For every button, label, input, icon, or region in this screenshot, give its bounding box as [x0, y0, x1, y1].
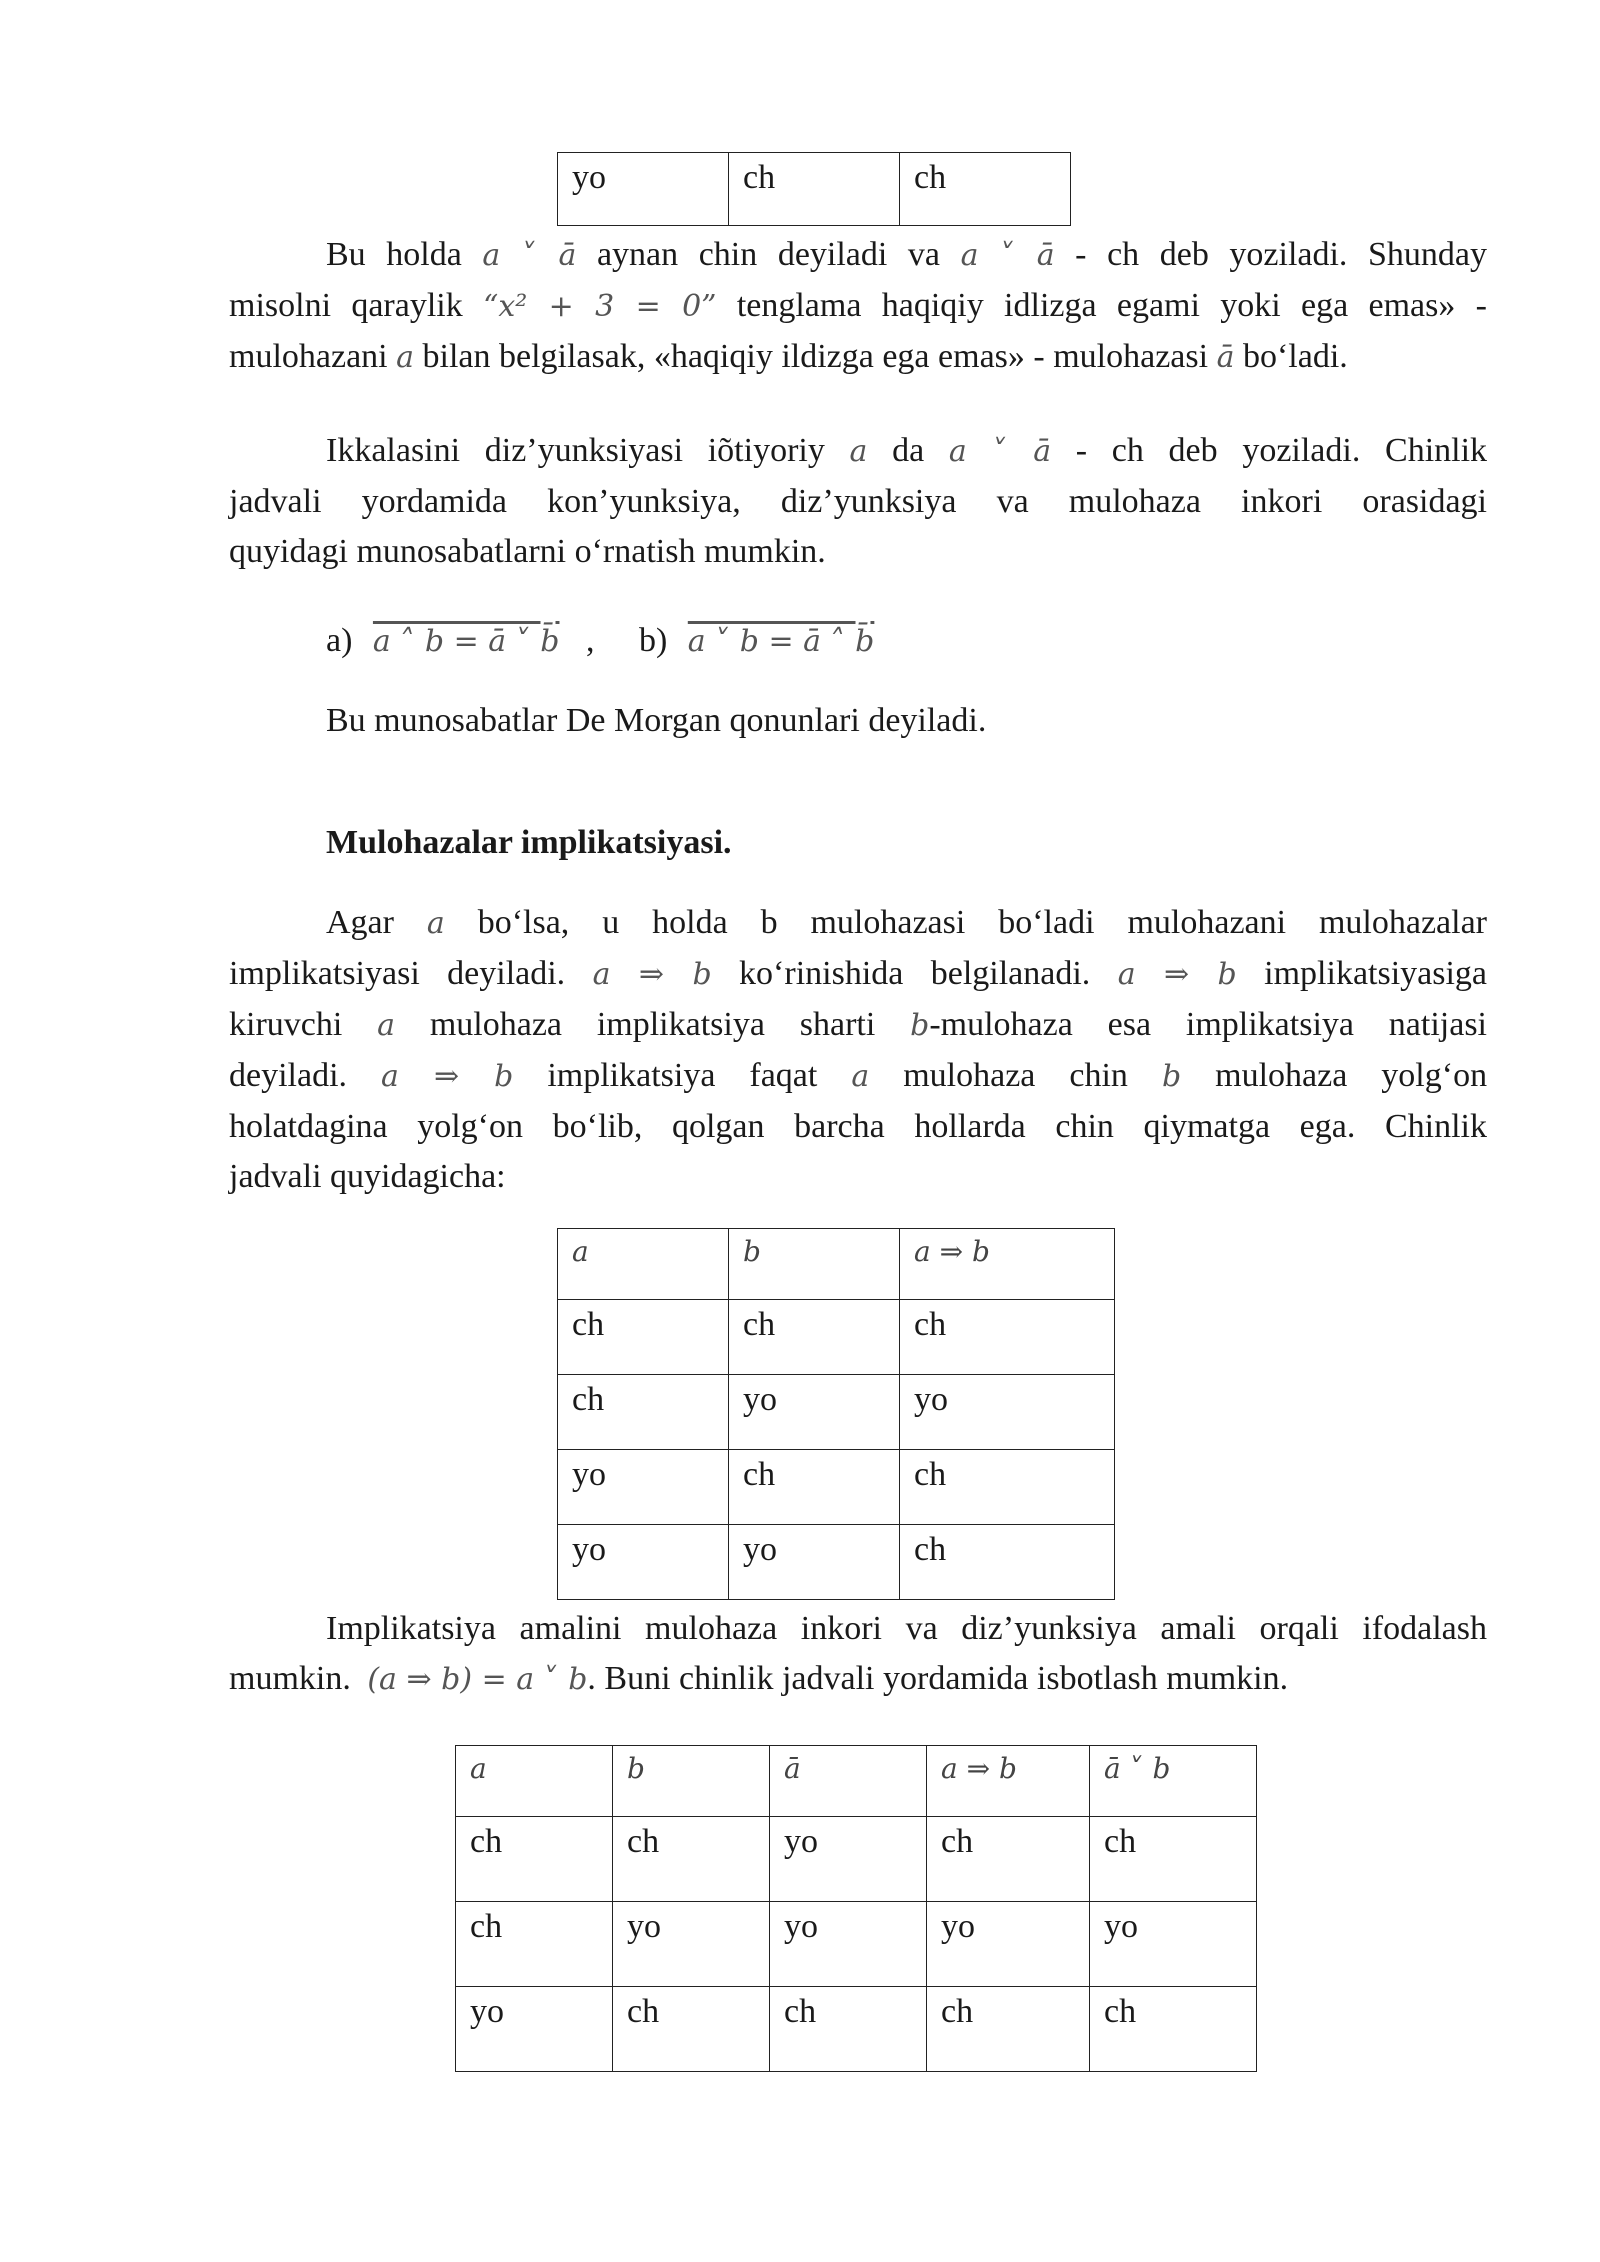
table-cell: ch [1090, 1987, 1257, 2072]
paragraph-implication: Agar a bo‘lsa, u holda b mulohazasi bo‘ladi mulohazani mulohazalar implikatsiyasi deyiladi. a ⇒ b ko‘rinishida belgilanadi. a ⇒ b implikatsiyasiga kiruvchi a mulohaza implikatsiya sharti b-mulohaza esa implikatsiya natijasi deyiladi. a ⇒ b implikatsiya faqat a mulohaza chin b mulohaza yolg‘on holatdagina yolg‘on bo‘lib, qolgan barcha hollarda chin qiymatga ega. Chinlik jadvali quyidagicha: [229, 904, 1488, 1195]
table-cell: yo [558, 153, 729, 226]
table-header-row [558, 1229, 1115, 1300]
implication-truth-table [557, 1228, 1115, 1600]
column-header: a [558, 1229, 729, 1300]
table-cell: ch [900, 1450, 1115, 1525]
formula: a ˅ ā [948, 434, 1052, 469]
proof-truth-table [455, 1745, 1257, 2072]
table-cell: yo [729, 1375, 900, 1450]
table-header-row [456, 1746, 1257, 1817]
truth-table-fragment [557, 152, 1071, 226]
table-cell: yo [900, 1375, 1115, 1450]
formula: b [910, 1008, 930, 1043]
formula: a [426, 906, 445, 941]
table-cell: ch [613, 1987, 770, 2072]
table-cell: ch [729, 153, 900, 226]
table-cell: ch [729, 1450, 900, 1525]
paragraph-expression: Implikatsiya amalini mulohaza inkori va diz’yunksiya amali orqali ifodalash mumkin. (a ⇒ b) = a ˅ b. Buni chinlik jadvali yordamida isbotlash mumkin. [229, 1610, 1487, 1697]
formula: a ˄ b = ā ˅ b̄ [372, 624, 560, 659]
formula: a ⇒ b [381, 1059, 514, 1094]
table-cell: ch [770, 1987, 927, 2072]
column-header: a [456, 1746, 613, 1817]
table-cell: yo [558, 1450, 729, 1525]
column-header: b [729, 1229, 900, 1300]
formula: a ˅ ā [960, 238, 1055, 273]
de-morgan-note: Bu munosabatlar De Morgan qonunlari deyiladi. [326, 702, 987, 739]
table-cell: ch [613, 1817, 770, 1902]
column-header: b [613, 1746, 770, 1817]
column-header: ā [770, 1746, 927, 1817]
column-header: a ⇒ b [900, 1229, 1115, 1300]
paragraph-disjunction: Bu holda a ˅ ā aynan chin deyiladi va a ˅ ā - ch deb yoziladi. Shunday misolni qaraylik “x² + 3 = 0” tenglama haqiqiy idlizga egami yoki ega emas» - mulohazani a bilan belgilasak, «haqiqiy ildizga ega emas» - mulohazasi ā bo‘ladi. [229, 236, 1488, 375]
formula: (a ⇒ b) = a ˅ b [367, 1662, 588, 1697]
table-row [456, 1987, 1257, 2072]
formula: a ˅ ā [482, 238, 577, 273]
table-cell: yo [927, 1902, 1090, 1987]
table-cell: ch [900, 1525, 1115, 1600]
table-row [558, 1300, 1115, 1375]
formula: ā [1216, 340, 1235, 375]
table-cell: ch [558, 1375, 729, 1450]
formula: a ⇒ b [592, 957, 712, 992]
table-cell: yo [558, 1525, 729, 1600]
formula: a ⇒ b [1117, 957, 1237, 992]
table-cell: yo [729, 1525, 900, 1600]
table-cell: ch [900, 153, 1071, 226]
table-row [456, 1902, 1257, 1987]
formula: a [396, 340, 415, 375]
section-heading: Mulohazalar implikatsiyasi. [326, 824, 732, 861]
formula: a [849, 434, 868, 469]
table-row [558, 153, 1071, 226]
formula: b [1161, 1059, 1182, 1094]
table-cell: ch [927, 1987, 1090, 2072]
column-header: ā ˅ b [1090, 1746, 1257, 1817]
table-cell: yo [1090, 1902, 1257, 1987]
paragraph-relations: Ikkalasini diz’yunksiyasi iõtiyoriy a da a ˅ ā - ch deb yoziladi. Chinlik jadvali yordamida kon’yunksiya, diz’yunksiya va mulohaza inkori orasidagi quyidagi munosabatlarni o‘rnatish mumkin. [229, 432, 1488, 570]
table-cell: yo [770, 1902, 927, 1987]
table-row [558, 1450, 1115, 1525]
formula: “x² + 3 = 0” [483, 289, 717, 324]
table-cell: ch [456, 1817, 613, 1902]
de-morgan-formulas: a) a ˄ b = ā ˅ b̄ , b) a ˅ b = ā ˄ b̄ [326, 622, 875, 659]
table-cell: ch [456, 1902, 613, 1987]
table-row [558, 1525, 1115, 1600]
table-cell: yo [770, 1817, 927, 1902]
table-cell: ch [729, 1300, 900, 1375]
table-cell: ch [927, 1817, 1090, 1902]
column-header: a ⇒ b [927, 1746, 1090, 1817]
table-cell: ch [558, 1300, 729, 1375]
table-cell: yo [456, 1987, 613, 2072]
formula: a [377, 1008, 396, 1043]
table-row [558, 1375, 1115, 1450]
table-cell: ch [1090, 1817, 1257, 1902]
table-cell: ch [900, 1300, 1115, 1375]
formula: a ˅ b = ā ˄ b̄ [687, 624, 875, 659]
formula: a [851, 1059, 870, 1094]
table-cell: yo [613, 1902, 770, 1987]
table-row [456, 1817, 1257, 1902]
